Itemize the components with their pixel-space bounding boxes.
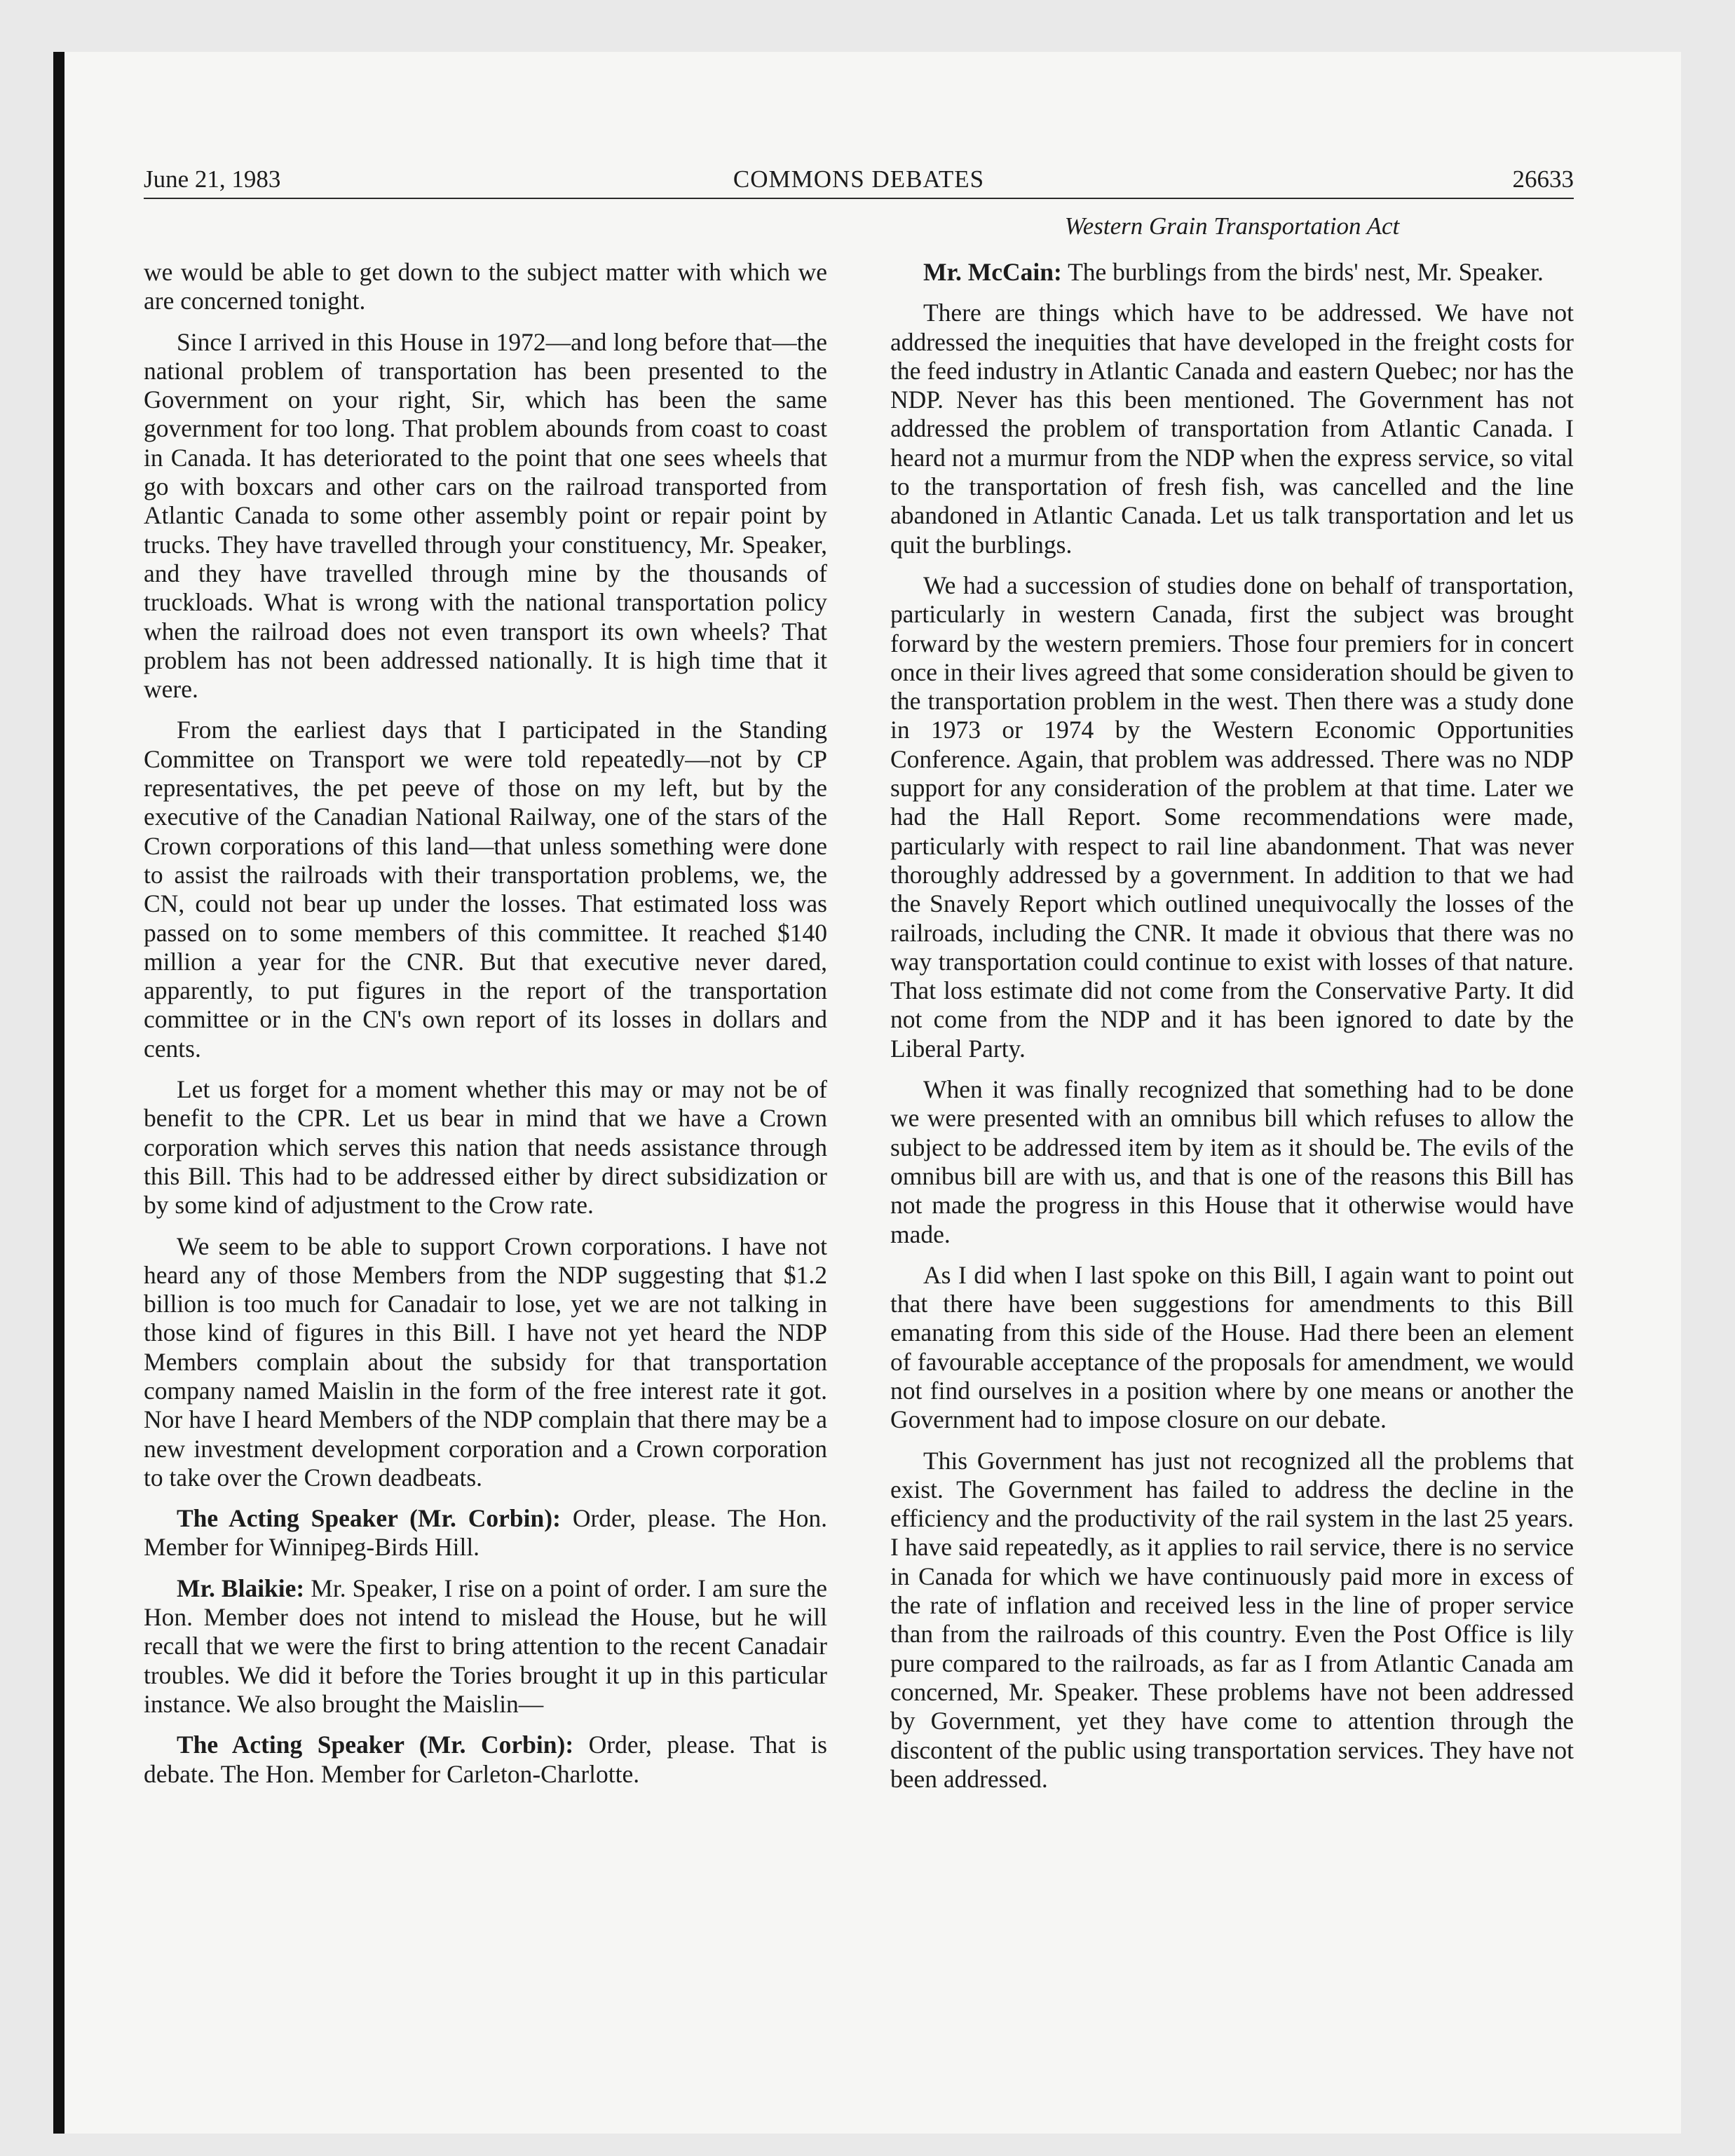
paragraph-text: This Government has just not recognized all the problems that exist. The Government has failed to address the decline in the efficiency and the productivity of the rail system in the last 25 years. I have said repeatedly, as it applies to rail service, there is no service in Canada for which we have continuously paid more in excess of the rate of inflation and received less in the line of proper service than from the railroads of this country. Even the Post Office is lily pure compared to the railroads, as far as I from Atlantic Canada am concerned, Mr. Speaker. These problems have not been addressed by Government, yet they have come to attention through the discontent of the public using transportation services. They have not been addressed. (890, 1446, 1574, 1793)
paragraph-text: We seem to be able to support Crown corporations. I have not heard any of those Members from the NDP suggesting that $1.2 billion is too much for Canadair to lose, yet we are not talking in those kind of figures in this Bill. I have not yet heard the NDP Members complain about the subsidy for that transportation company named Maislin in the form of the free interest rate it got. Nor have I heard Members of the NDP complain that there may be a new investment development corporation and a Crown corporation to take over the Crown deadbeats. (144, 1231, 827, 1492)
paragraph-text: There are things which have to be addressed. We have not addressed the inequities that have developed in the freight costs for the feed industry in Atlantic Canada and eastern Quebec; nor has the NDP. Never has this been mentioned. The Government has not addressed the problem of transportation from Atlantic Canada. I heard not a murmur from the NDP when the express service, so vital to the transportation of fresh fish, was cancelled and the line abandoned in Atlantic Canada. Let us talk transportation and let us quit the burblings. (890, 299, 1574, 559)
speaker-name: Mr. Blaikie: (177, 1574, 305, 1602)
paragraph-text: we would be able to get down to the subject matter with which we are concerned tonight. (144, 258, 827, 315)
binding-edge (53, 52, 64, 2134)
right-column (890, 258, 1574, 1806)
paragraph (144, 1075, 827, 1220)
speaker-name: The Acting Speaker (Mr. Corbin): (177, 1504, 561, 1533)
header-date: June 21, 1983 (144, 165, 281, 193)
running-subhead: Western Grain Transportation Act (1064, 212, 1400, 240)
paragraph (144, 1731, 827, 1789)
paragraph-text: Let us forget for a moment whether this may or may not be of benefit to the CPR. Let us bear in mind that we have a Crown corporation which serves this nation that needs assistance through this Bill. This had to be addressed either by direct subsidization or by some kind of adjustment to the Crow rate. (144, 1075, 827, 1220)
paragraph-text: From the earliest days that I participated in the Standing Committee on Transport we were told repeatedly—not by CP representatives, the pet peeve of those on my left, but by the executive of the Canadian National Railway, one of the stars of the Crown corporations of this land—that unless something were done to assist the railroads with their transportation problems, we, the CN, could not bear up under the losses. That estimated loss was passed on to some members of this committee. It reached $140 million a year for the CNR. But that executive never dared, apparently, to put figures in the report of the transportation committee or in the CN's own report of its losses in dollars and cents. (144, 716, 827, 1063)
header-title: COMMONS DEBATES (733, 165, 985, 193)
paragraph (144, 716, 827, 1063)
paragraph-text: The burblings from the birds' nest, Mr. Speaker. (1061, 258, 1544, 286)
paragraph (890, 1261, 1574, 1435)
paragraph-text: We had a succession of studies done on behalf of transportation, particularly in western Canada, first the subject was brought forward by the western premiers. Those four premiers for in concert once in their lives agreed that some consideration should be given to the transportation problem in the west. Then there was a study done in 1973 or 1974 by the Western Economic Opportunities Conference. Again, that problem was addressed. There was no NDP support for any consideration of the problem at that time. Later we had the Hall Report. Some recommendations were made, particularly with respect to rail line abandonment. That was never thoroughly addressed by a government. In addition to that we had the Snavely Report which outlined unequivocally the losses of the railroads, including the CNR. It made it obvious that there was no way transportation could continue to exist with losses of that nature. That loss estimate did not come from the Conservative Party. It did not come from the NDP and it has been ignored to date by the Liberal Party. (890, 571, 1574, 1063)
paragraph-text: Mr. Speaker, I rise on a point of order. I am sure the Hon. Member does not intend to mislead the House, but he will recall that we were the first to bring attention to the recent Canadair troubles. We did it before the Tories brought it up in this particular instance. We also brought the Maislin— (144, 1574, 828, 1718)
paragraph (890, 1075, 1574, 1249)
paragraph (144, 328, 827, 704)
paragraph (890, 299, 1574, 559)
paragraph (144, 258, 827, 316)
paragraph-text: As I did when I last spoke on this Bill, I again want to point out that there have been suggestions for amendments to this Bill emanating from this side of the House. Had there been an element of favourable acceptance of the proposals for amendment, we would not find ourselves in a position where by one means or another the Government had to impose closure on our debate. (890, 1260, 1574, 1434)
left-column (144, 258, 827, 1801)
page-header (144, 161, 1574, 199)
speaker-name: Mr. McCain: (923, 258, 1062, 286)
paragraph-text: Since I arrived in this House in 1972—and long before that—the national problem of transportation has been presented to the Government on your right, Sir, which has been the same government for too long. That problem abounds from coast to coast in Canada. It has deteriorated to the point that one sees wheels that go with boxcars and other cars on the railroad transported from Atlantic Canada to some other assembly point or repair point by trucks. They have travelled through your constituency, Mr. Speaker, and they have travelled through mine by the thousands of truckloads. What is wrong with the national transportation policy when the railroad does not even transport its own wheels? That problem has not been addressed nationally. It is high time that it were. (144, 327, 827, 704)
paragraph (890, 1447, 1574, 1794)
paragraph (890, 258, 1574, 287)
header-page-number: 26633 (1512, 165, 1574, 193)
paragraph (144, 1232, 827, 1493)
paragraph (144, 1504, 827, 1562)
paragraph (144, 1574, 827, 1719)
paragraph-text: When it was finally recognized that something had to be done we were presented with an omnibus bill which refuses to allow the subject to be addressed item by item as it should be. The evils of the omnibus bill are with us, and that is one of the reasons this Bill has not made the progress in this House that it otherwise would have made. (890, 1075, 1574, 1248)
paragraph (890, 571, 1574, 1063)
speaker-name: The Acting Speaker (Mr. Corbin): (177, 1731, 574, 1759)
paragraph-text: Order, please. That is debate. The Hon. Member for Carleton-Charlotte. (144, 1731, 827, 1788)
paragraph-text: Order, please. The Hon. Member for Winnipeg-Birds Hill. (144, 1504, 827, 1562)
